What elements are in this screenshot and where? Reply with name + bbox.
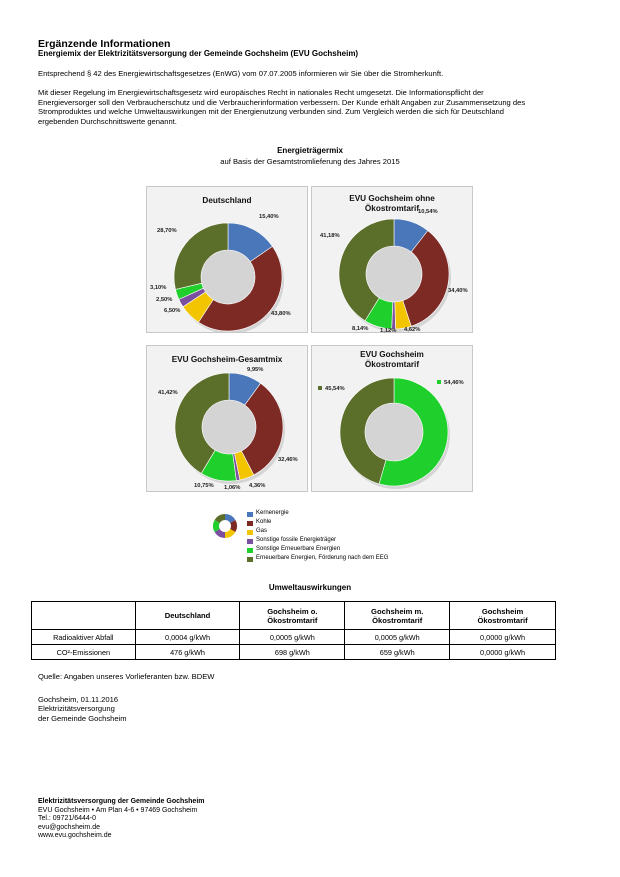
data-label: 41,18% <box>320 233 340 239</box>
signature-block <box>38 695 586 723</box>
footer-address: EVU Gochsheim • Am Plan 4-6 • 97469 Gochsheim <box>38 806 198 814</box>
chart-title: EVU Gochsheim-Gesamtmix <box>171 355 283 364</box>
legend-swatch <box>247 512 253 517</box>
legend-key-eeg <box>318 386 322 390</box>
chart-deutschland <box>146 186 308 333</box>
data-label-text: 45,54% <box>325 386 345 392</box>
table-cell: 0,0005 g/kWh <box>345 630 450 645</box>
footer-phone: Tel.: 09721/6444-0 <box>38 815 96 823</box>
footer-company: Elektrizitätsversorgung der Gemeinde Gochsheim <box>38 798 205 805</box>
header-line: Ökostromtarif <box>372 615 423 625</box>
chart-title-line: EVU Gochsheim ohne <box>349 194 435 203</box>
table-header-cell <box>345 602 450 630</box>
source-note: Quelle: Angaben unseres Vorlieferanten bzw. BDEW <box>38 672 215 681</box>
chart-evu-gesamtmix <box>146 345 308 492</box>
data-label: 10,75% <box>194 483 214 489</box>
table-header-cell <box>32 602 136 630</box>
data-label: 15,40% <box>259 214 279 220</box>
data-label: 1,12% <box>380 328 397 334</box>
signature-line: Elektrizitätsversorgung <box>38 704 115 714</box>
table-row <box>32 630 556 645</box>
table-cell: 0,0005 g/kWh <box>240 630 345 645</box>
data-label: 8,14% <box>352 326 369 332</box>
chart-evu-ohne-oekostromtarif <box>311 186 473 333</box>
environment-title: Umweltauswirkungen <box>268 583 352 592</box>
chart-title-line: Ökostromtarif <box>364 360 420 369</box>
legend-donut-icon <box>212 513 238 539</box>
data-label: 9,95% <box>247 367 264 373</box>
table-header-cell <box>240 602 345 630</box>
data-label: 43,80% <box>271 311 291 317</box>
table-header-cell <box>135 602 240 630</box>
data-label: 1,06% <box>224 485 241 491</box>
legend-swatch <box>247 530 253 535</box>
data-label: 32,46% <box>278 457 298 463</box>
footer-web[interactable]: www.evu.gochsheim.de <box>38 832 112 840</box>
data-label: 34,40% <box>448 288 468 294</box>
header-line: Gochsheim o. <box>267 606 318 616</box>
data-label: 28,70% <box>157 228 177 234</box>
header-line: Deutschland <box>164 611 211 620</box>
data-label <box>318 386 345 392</box>
legend-item: Kohle <box>256 519 272 525</box>
chart-section-subtitle: auf Basis der Gesamtstromlieferung des Jahres 2015 <box>220 157 400 166</box>
table-row <box>32 645 556 660</box>
data-label: 3,10% <box>150 285 167 291</box>
footer <box>38 798 205 841</box>
legend-key-sonstige-erneuerbare <box>437 380 441 384</box>
info-line: Energieversorger soll den Verbraucherschutz und die Verbraucherinformation verbessern. Der Kunde erhält Angaben zur Zusammensetzung des <box>38 97 526 107</box>
donut-evu-oekostromtarif <box>312 346 472 491</box>
chart-legend <box>212 510 422 570</box>
chart-evu-oekostromtarif <box>311 345 473 492</box>
data-label: 10,54% <box>418 209 438 215</box>
table-cell: Radioaktiver Abfall <box>32 630 136 645</box>
page-subtitle: Energiemix der Elektrizitätsversorgung der Gemeinde Gochsheim (EVU Gochsheim) <box>38 49 359 58</box>
legend-swatch <box>247 557 253 562</box>
data-label: 2,50% <box>156 297 173 303</box>
data-label: 6,50% <box>164 308 181 314</box>
table-cell: 659 g/kWh <box>345 645 450 660</box>
footer-email[interactable]: evu@gochsheim.de <box>38 823 100 831</box>
info-line: Stromproduktes und welche Umweltauswirkungen mit der Energienutzung verbunden sind. Zum Vergleich werden die sich für Deutschland <box>38 107 504 117</box>
legend-item: Erneuerbare Energien, Förderung nach dem EEG <box>256 555 389 561</box>
legend-item: Sonstige Erneuerbare Energien <box>256 546 341 552</box>
info-line: ergebenden Durchschnittswerte genannt. <box>38 116 177 126</box>
table-cell: 476 g/kWh <box>135 645 240 660</box>
chart-title-line: EVU Gochsheim <box>360 350 424 359</box>
chart-section-title: Energieträgermix <box>277 146 343 155</box>
chart-title: Deutschland <box>202 196 252 205</box>
table-header-row <box>32 602 556 630</box>
table-header-cell <box>450 602 556 630</box>
table-cell: CO²-Emissionen <box>32 645 136 660</box>
header-line: Ökostromtarif <box>477 615 528 625</box>
data-label: 41,42% <box>158 390 178 396</box>
header-line: Gochsheim m. <box>371 606 424 616</box>
donut-evu-gesamtmix <box>147 346 307 491</box>
info-line: Mit dieser Regelung im Energiewirtschaftsgesetz wird europäisches Recht in nationales Recht umgesetzt. Die Informationspflicht der <box>38 88 484 97</box>
chart-title-line: Ökostromtarif <box>364 204 420 213</box>
data-label: 4,62% <box>404 327 421 333</box>
data-label: 4,36% <box>249 483 266 489</box>
legend-item: Sonstige fossile Energieträger <box>256 537 337 543</box>
page-title: Ergänzende Informationen <box>38 38 171 50</box>
signature-line: Gochsheim, 01.11.2016 <box>38 695 119 704</box>
legend-item: Gas <box>256 528 268 534</box>
donut-evu-ohne <box>312 187 472 332</box>
table-cell: 698 g/kWh <box>240 645 345 660</box>
table-cell: 0,0004 g/kWh <box>135 630 240 645</box>
data-label <box>437 380 464 386</box>
intro-paragraph: Entsprechend § 42 des Energiewirtschaftsgesetzes (EnWG) vom 07.07.2005 informieren wir Sie über die Stromherkunft. <box>38 69 444 78</box>
legend-swatch <box>247 548 253 553</box>
data-label-text: 54,46% <box>444 380 464 386</box>
header-line: Gochsheim <box>481 606 524 616</box>
header-line: Ökostromtarif <box>267 615 318 625</box>
environment-table <box>31 601 556 660</box>
legend-item: Kernenergie <box>256 510 289 516</box>
signature-line: der Gemeinde Gochsheim <box>38 713 127 723</box>
table-cell: 0,0000 g/kWh <box>450 630 556 645</box>
info-paragraph <box>38 88 586 126</box>
table-cell: 0,0000 g/kWh <box>450 645 556 660</box>
legend-swatch <box>247 521 253 526</box>
legend-swatch <box>247 539 253 544</box>
